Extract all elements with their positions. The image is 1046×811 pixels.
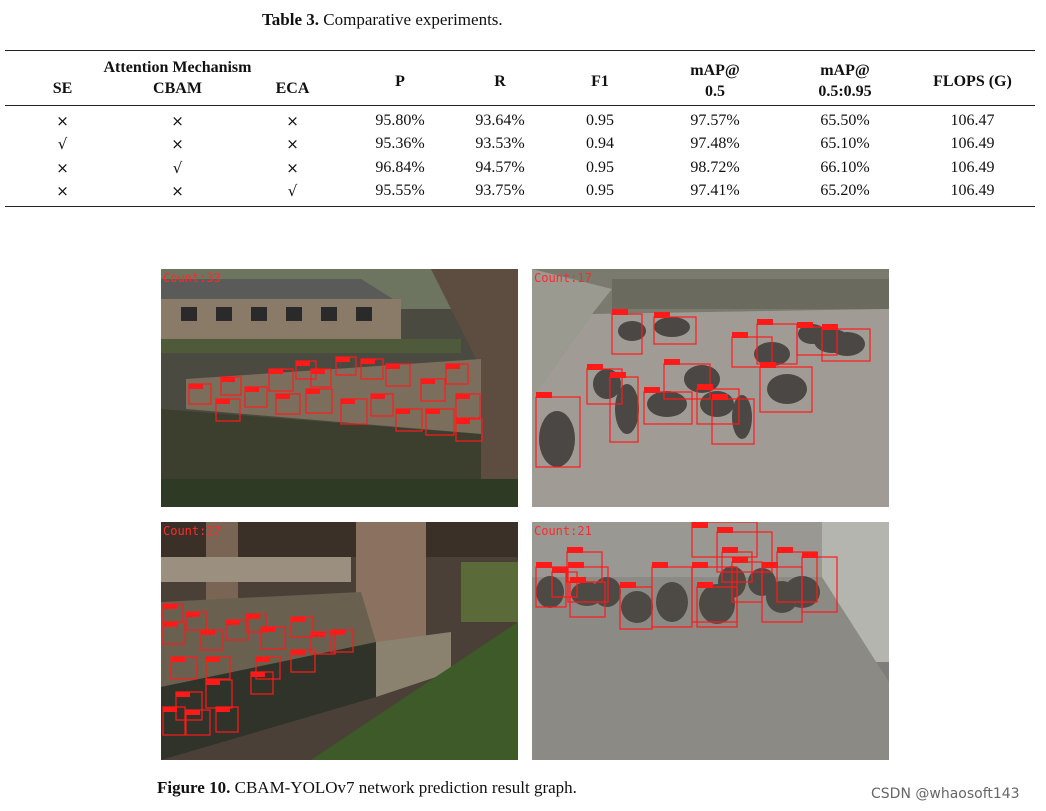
map5095-cell: 65.20% <box>820 182 870 200</box>
eca-header: ECA <box>275 80 310 97</box>
map50-header-line2: 0.5 <box>705 83 725 100</box>
count-label: Count:21 <box>534 524 592 538</box>
cbam-cell: × <box>171 111 184 130</box>
figure-caption <box>157 778 577 798</box>
r-cell: 94.57% <box>475 158 525 176</box>
p-cell: 95.36% <box>375 135 425 153</box>
detection-boxes <box>532 522 889 760</box>
p-cell: 96.84% <box>375 158 425 176</box>
map50-cell: 98.72% <box>690 158 740 176</box>
f1-cell: 0.95 <box>586 158 614 176</box>
count-label: Count:33 <box>163 271 221 285</box>
eca-cell: × <box>286 135 299 154</box>
figure-caption-text: CBAM-YOLOv7 network prediction result graph. <box>234 778 577 797</box>
comparative-experiments-table <box>5 50 1035 207</box>
table-row <box>5 106 1035 133</box>
p-cell: 95.55% <box>375 182 425 200</box>
cbam-cell: √ <box>172 158 183 177</box>
table-caption-text: Comparative experiments. <box>323 10 503 29</box>
f1-cell: 0.95 <box>586 182 614 200</box>
map50-cell: 97.48% <box>690 135 740 153</box>
map5095-header-line1: mAP@ <box>820 62 870 79</box>
detection-boxes <box>161 269 518 507</box>
table-row <box>5 133 1035 157</box>
prediction-panel-bottom-left <box>161 522 518 760</box>
map5095-cell: 66.10% <box>820 158 870 176</box>
flops-cell: 106.49 <box>950 135 995 153</box>
p-cell: 95.80% <box>375 111 425 129</box>
watermark: CSDN @whaosoft143 <box>871 786 1020 802</box>
map50-cell: 97.57% <box>690 111 740 129</box>
prediction-panel-top-right <box>532 269 889 507</box>
r-cell: 93.64% <box>475 111 525 129</box>
f1-cell: 0.94 <box>586 135 614 153</box>
map50-header-line1: mAP@ <box>690 62 740 79</box>
attention-mechanism-header: Attention Mechanism <box>103 59 252 76</box>
se-cell: √ <box>57 135 68 154</box>
f1-header: F1 <box>591 72 609 90</box>
se-cell: × <box>56 158 69 177</box>
flops-cell: 106.49 <box>950 158 995 176</box>
r-cell: 93.53% <box>475 135 525 153</box>
count-label: Count:27 <box>163 524 221 538</box>
map5095-cell: 65.50% <box>820 111 870 129</box>
se-cell: × <box>56 182 69 201</box>
eca-cell: √ <box>287 182 298 201</box>
prediction-panel-top-left <box>161 269 518 507</box>
table-caption <box>262 10 503 30</box>
se-header: SE <box>52 80 73 97</box>
r-cell: 93.75% <box>475 182 525 200</box>
flops-cell: 106.47 <box>950 111 995 129</box>
flops-header: FLOPS (G) <box>933 72 1012 90</box>
eca-cell: × <box>286 111 299 130</box>
detection-boxes <box>161 522 518 760</box>
map50-cell: 97.41% <box>690 182 740 200</box>
map5095-cell: 65.10% <box>820 135 870 153</box>
cbam-header: CBAM <box>153 80 202 97</box>
f1-cell: 0.95 <box>586 111 614 129</box>
map50-header <box>650 51 780 106</box>
p-header: P <box>395 72 405 90</box>
table-row <box>5 180 1035 207</box>
detection-boxes <box>532 269 889 507</box>
prediction-panel-bottom-right <box>532 522 889 760</box>
table-caption-label: Table 3. <box>262 10 320 29</box>
cbam-cell: × <box>171 135 184 154</box>
r-header: R <box>494 72 506 90</box>
map5095-header <box>780 51 910 106</box>
se-cell: × <box>56 111 69 130</box>
count-label: Count:17 <box>534 271 592 285</box>
cbam-cell: × <box>171 182 184 201</box>
eca-cell: × <box>286 158 299 177</box>
map5095-header-line2: 0.5:0.95 <box>818 83 872 100</box>
table-row <box>5 156 1035 180</box>
figure-caption-label: Figure 10. <box>157 778 231 797</box>
flops-cell: 106.49 <box>950 182 995 200</box>
